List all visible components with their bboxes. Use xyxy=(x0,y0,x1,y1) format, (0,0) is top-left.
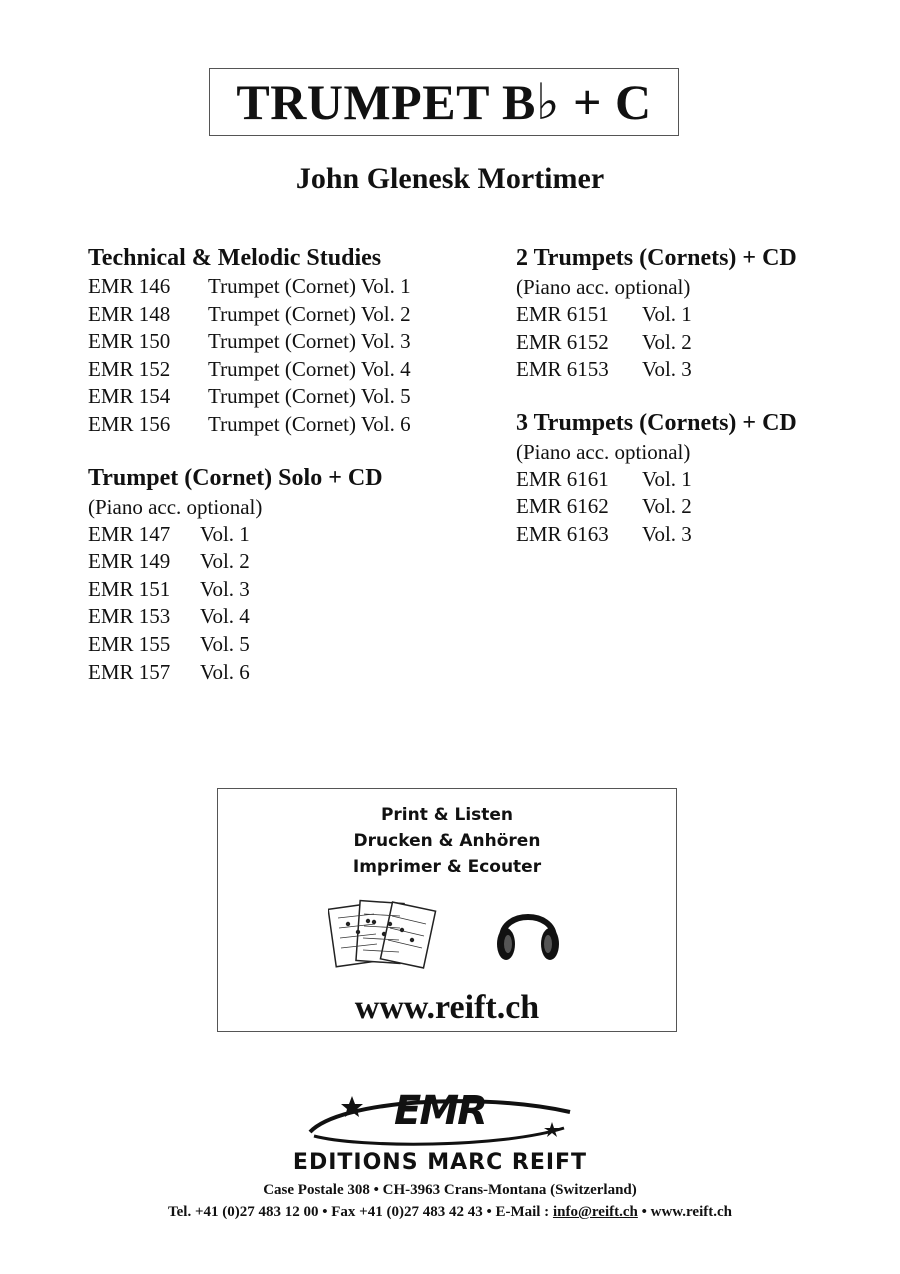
item-label: Vol. 3 xyxy=(200,576,250,601)
two-trumpets-section xyxy=(516,243,876,384)
contact-website: • www.reift.ch xyxy=(637,1204,732,1220)
list-item xyxy=(516,301,876,329)
item-code: EMR 152 xyxy=(88,356,171,381)
item-label: Trumpet (Cornet) Vol. 1 xyxy=(208,274,411,298)
item-label: Vol. 4 xyxy=(200,604,250,629)
promo-line: Imprimer & Ecouter xyxy=(352,857,542,877)
item-code: EMR 150 xyxy=(88,329,171,354)
item-code: EMR 149 xyxy=(88,549,171,574)
item-code: EMR 6161 xyxy=(516,466,609,491)
publisher-contact xyxy=(0,1204,900,1221)
list-item xyxy=(88,356,488,384)
list-item xyxy=(88,659,488,687)
item-code: EMR 153 xyxy=(88,604,171,629)
technical-studies-section xyxy=(88,243,488,439)
item-code: EMR 155 xyxy=(88,631,171,656)
item-label: Trumpet (Cornet) Vol. 4 xyxy=(208,356,411,381)
item-label: Vol. 5 xyxy=(200,631,250,656)
item-label: Trumpet (Cornet) Vol. 5 xyxy=(208,384,411,409)
item-label: Trumpet (Cornet) Vol. 2 xyxy=(208,301,411,326)
list-item xyxy=(516,329,876,357)
promo-line: Drucken & Anhören xyxy=(353,831,541,851)
list-item xyxy=(88,603,488,631)
item-label: Vol. 2 xyxy=(200,549,250,574)
section-note: (Piano acc. optional) xyxy=(516,275,691,299)
section-note: (Piano acc. optional) xyxy=(516,439,691,464)
list-item xyxy=(516,466,876,494)
composer-name: John Glenesk Mortimer xyxy=(295,162,605,195)
email-link[interactable]: info@reift.ch xyxy=(552,1204,638,1220)
left-column xyxy=(88,243,488,686)
promo-url[interactable]: www.reift.ch xyxy=(354,989,540,1026)
print-listen-box xyxy=(217,788,677,1032)
list-item xyxy=(88,548,488,576)
item-code: EMR 6162 xyxy=(516,494,609,519)
three-trumpets-section xyxy=(516,408,876,549)
item-code: EMR 147 xyxy=(88,521,171,546)
item-label: Vol. 2 xyxy=(642,494,692,519)
list-item xyxy=(88,273,488,301)
publisher-logo xyxy=(240,1088,640,1178)
list-item xyxy=(516,521,876,549)
sheet-music-icon xyxy=(328,894,438,974)
logo-text: EMR xyxy=(394,1088,486,1134)
publisher-address: Case Postale 308 • CH-3963 Crans-Montana (Switzerland) xyxy=(263,1182,637,1198)
list-item xyxy=(516,356,876,384)
item-label: Trumpet (Cornet) Vol. 6 xyxy=(208,411,411,436)
section-heading: 3 Trumpets (Cornets) + CD xyxy=(516,409,797,436)
item-label: Vol. 3 xyxy=(642,521,692,546)
contact-phone-fax: Tel. +41 (0)27 483 12 00 • Fax +41 (0)27 483 42 43 • E-Mail : xyxy=(168,1204,553,1220)
section-note: (Piano acc. optional) xyxy=(88,494,263,519)
list-item xyxy=(88,576,488,604)
right-column xyxy=(516,243,876,549)
list-item xyxy=(88,328,488,356)
page-title: TRUMPET B♭ + C xyxy=(236,74,652,130)
section-heading: Technical & Melodic Studies xyxy=(88,245,382,271)
item-code: EMR 146 xyxy=(88,274,171,298)
item-code: EMR 6163 xyxy=(516,521,609,546)
item-code: EMR 151 xyxy=(88,576,171,601)
item-code: EMR 154 xyxy=(88,384,171,409)
item-label: Vol. 6 xyxy=(200,659,250,684)
item-code: EMR 6153 xyxy=(516,357,609,382)
list-item xyxy=(88,301,488,329)
section-heading: 2 Trumpets (Cornets) + CD xyxy=(516,245,797,271)
list-item xyxy=(88,631,488,659)
item-label: Vol. 1 xyxy=(642,302,692,326)
title-box xyxy=(209,68,679,136)
list-item xyxy=(88,411,488,439)
item-label: Vol. 1 xyxy=(200,521,250,546)
item-label: Trumpet (Cornet) Vol. 3 xyxy=(208,329,411,354)
section-heading: Trumpet (Cornet) Solo + CD xyxy=(88,464,383,491)
headphones-icon xyxy=(492,894,564,966)
item-code: EMR 157 xyxy=(88,659,171,684)
item-code: EMR 6151 xyxy=(516,302,609,326)
item-label: Vol. 2 xyxy=(642,329,692,354)
item-code: EMR 6152 xyxy=(516,329,609,354)
list-item xyxy=(88,383,488,411)
item-code: EMR 148 xyxy=(88,301,171,326)
solo-section xyxy=(88,463,488,687)
item-code: EMR 156 xyxy=(88,411,171,436)
item-label: Vol. 1 xyxy=(642,466,692,491)
list-item xyxy=(88,521,488,549)
item-label: Vol. 3 xyxy=(642,357,692,382)
list-item xyxy=(516,493,876,521)
promo-line: Print & Listen xyxy=(380,805,514,825)
publisher-name: EDITIONS MARC REIFT xyxy=(292,1150,588,1175)
